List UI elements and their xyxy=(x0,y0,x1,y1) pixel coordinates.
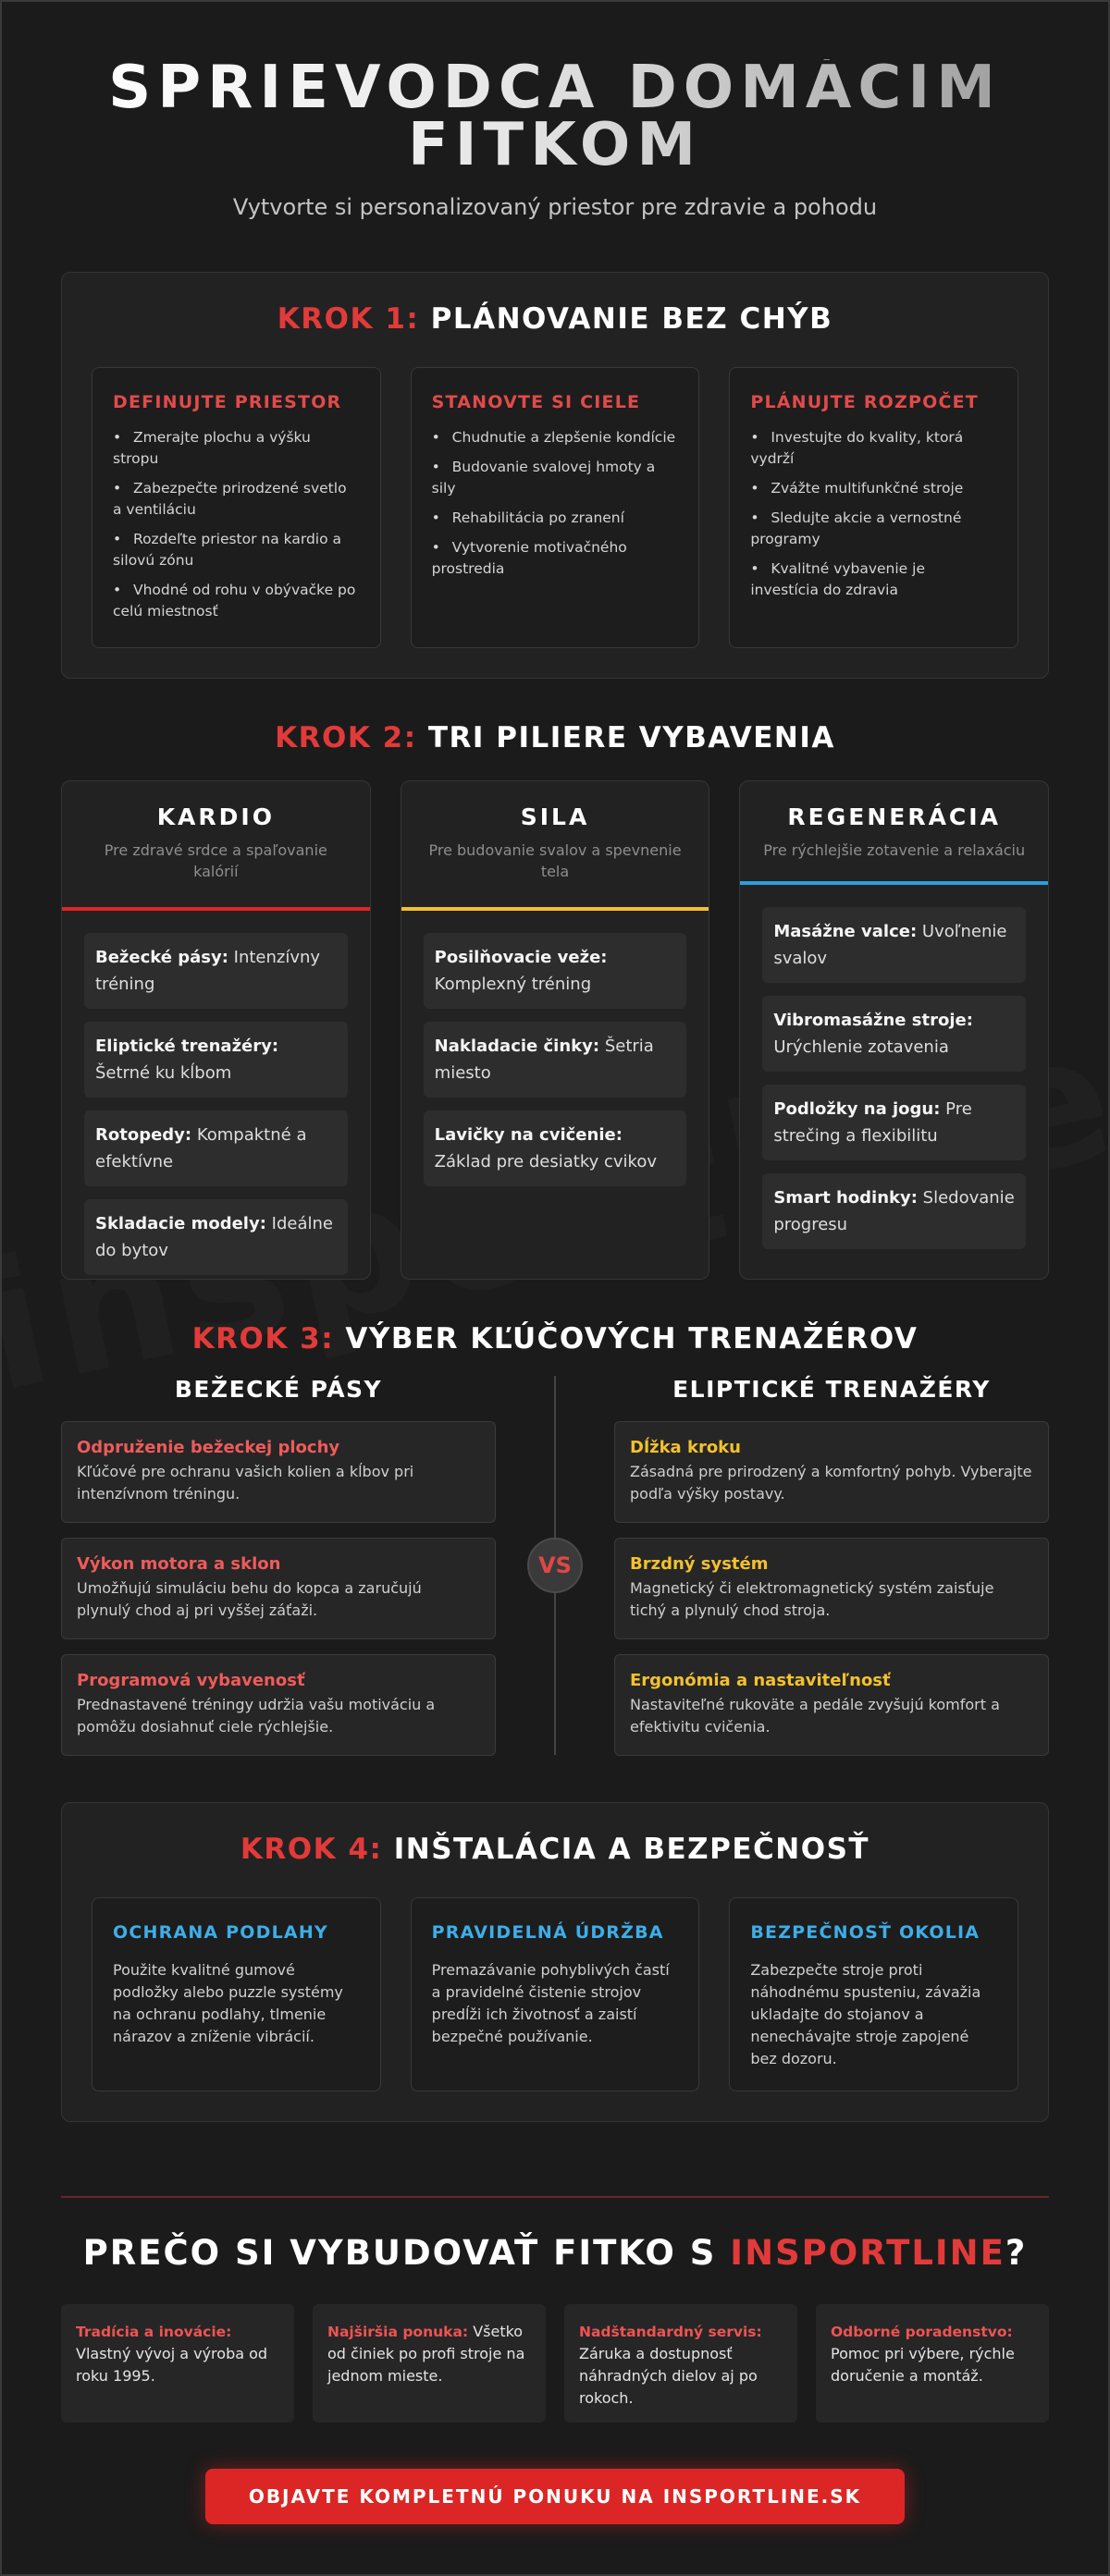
compare-card xyxy=(614,1538,1049,1639)
list-item: Smart hodinky: Sledovanie progresu xyxy=(762,1173,1026,1249)
step2-heading: TRI PILIERE VYBAVENIA xyxy=(427,721,835,754)
cta-wrapper xyxy=(61,2469,1049,2524)
list-item: • Investujte do kvality, ktorá vydrží xyxy=(750,429,964,467)
step3-prefix: KROK 3: xyxy=(191,1322,335,1355)
compare-card xyxy=(61,1421,496,1523)
list-item: Skladacie modely: Ideálne do bytov xyxy=(84,1199,348,1275)
compare-card xyxy=(614,1654,1049,1756)
plan-card-title: STANOVTE SI CIELE xyxy=(431,392,641,412)
safety-card-text: Zabezpečte stroje proti náhodnému spusteniu, závažia ukladajte do stojanov a nenechávajte stroje zapojené bez dozoru. xyxy=(750,1961,981,2067)
safety-card-maintenance xyxy=(411,1897,700,2091)
compare-column-title: ELIPTICKÉ TRENAŽÉRY xyxy=(672,1376,991,1403)
compare-ellipticals xyxy=(614,1376,1049,1771)
page-title: SPRIEVODCA DOMÁCIM FITKOM xyxy=(61,59,1049,174)
safety-card-title: OCHRANA PODLAHY xyxy=(113,1922,328,1943)
step1-section xyxy=(61,272,1049,679)
pillar-title: KARDIO xyxy=(156,803,275,830)
list-item: Lavičky na cvičenie: Základ pre desiatky cvikov xyxy=(424,1110,687,1186)
pillar-subtitle: Pre zdravé srdce a spaľovanie kalórií xyxy=(104,841,327,880)
why-title-text: PREČO SI VYBUDOVAŤ FITKO S xyxy=(82,2233,731,2273)
compare-column-title: BEŽECKÉ PÁSY xyxy=(174,1376,383,1403)
list-item: Rotopedy: Kompaktné a efektívne xyxy=(84,1110,348,1186)
list-item: • Rehabilitácia po zranení xyxy=(431,509,624,526)
pillar-items xyxy=(740,885,1048,1249)
list-item: • Vytvorenie motivačného prostredia xyxy=(431,539,627,577)
step2-prefix: KROK 2: xyxy=(275,721,417,754)
list-item: • Chudnutie a zlepšenie kondície xyxy=(431,429,676,446)
compare-card-text: Magnetický či elektromagnetický systém zaisťuje tichý a plynulý chod stroja. xyxy=(630,1579,994,1619)
safety-card-surroundings xyxy=(729,1897,1018,2091)
plan-card-list xyxy=(432,427,679,580)
vs-badge: VS xyxy=(527,1538,583,1593)
compare-card-title: Odpruženie bežeckej plochy xyxy=(77,1438,340,1457)
step3-title xyxy=(61,1320,1049,1357)
list-item: Bežecké pásy: Intenzívny tréning xyxy=(84,933,348,1009)
compare-card-text: Prednastavené tréningy udržia vašu motiváciu a pomôžu dosiahnuť ciele rýchlejšie. xyxy=(77,1696,436,1736)
pillar-header xyxy=(62,781,370,907)
step4-heading: INŠTALÁCIA A BEZPEČNOSŤ xyxy=(393,1833,870,1866)
step1-title xyxy=(92,301,1018,337)
safety-card-text: Použite kvalitné gumové podložky alebo puzzle systémy na ochranu podlahy, tlmenie nárazov a zníženie vibrácií. xyxy=(113,1961,343,2045)
pillar-sila xyxy=(401,780,710,1280)
compare-card-text: Nastaviteľné rukoväte a pedále zvyšujú komfort a efektivitu cvičenia. xyxy=(630,1696,1000,1736)
step3-heading: VÝBER KĽÚČOVÝCH TRENAŽÉROV xyxy=(345,1322,919,1355)
safety-card-floor xyxy=(92,1897,381,2091)
compare-card xyxy=(614,1421,1049,1523)
plan-card-title: DEFINUJTE PRIESTOR xyxy=(113,392,342,412)
compare-card xyxy=(61,1538,496,1639)
compare-card-title: Brzdný systém xyxy=(630,1554,769,1574)
trainer-comparison xyxy=(61,1376,1049,1771)
plan-card-goals xyxy=(411,367,700,648)
pillar-subtitle: Pre budovanie svalov a spevnenie tela xyxy=(428,841,682,880)
plan-card-title: PLÁNUJTE ROZPOČET xyxy=(750,392,979,412)
list-item: • Budovanie svalovej hmoty a sily xyxy=(431,459,656,497)
plan-card-list xyxy=(750,427,997,601)
list-item: • Kvalitné vybavenie je investícia do zdravia xyxy=(750,560,925,598)
compare-card-title: Dĺžka kroku xyxy=(630,1438,741,1457)
step4-prefix: KROK 4: xyxy=(240,1833,383,1866)
list-item: Podložky na jogu: Pre strečing a flexibilitu xyxy=(762,1085,1026,1160)
step4-section xyxy=(61,1802,1049,2122)
safety-card-title: PRAVIDELNÁ ÚDRŽBA xyxy=(431,1922,664,1943)
pillar-regeneracia xyxy=(739,780,1049,1280)
page-subtitle: Vytvorte si personalizovaný priestor pre zdravie a pohodu xyxy=(232,194,878,220)
list-item: Posilňovacie veže: Komplexný tréning xyxy=(424,933,687,1009)
cta-button[interactable]: OBJAVTE KOMPLETNÚ PONUKU NA INSPORTLINE.SK xyxy=(205,2469,905,2524)
compare-card-title: Výkon motora a sklon xyxy=(77,1554,281,1574)
why-card: Odborné poradenstvo: Pomoc pri výbere, rýchle doručenie a montáž. xyxy=(816,2304,1049,2423)
compare-treadmills xyxy=(61,1376,496,1771)
why-card: Nadštandardný servis: Záruka a dostupnosť náhradných dielov aj po rokoch. xyxy=(564,2304,797,2423)
list-item: Eliptické trenažéry: Šetrné ku kĺbom xyxy=(84,1022,348,1098)
compare-card-title: Programová vybavenosť xyxy=(77,1671,305,1690)
step4-title xyxy=(92,1831,1018,1868)
pillar-items xyxy=(62,911,370,1275)
step2-title xyxy=(61,719,1049,756)
pillars xyxy=(61,780,1049,1280)
list-item: • Zabezpečte prirodzené svetlo a ventiláciu xyxy=(113,480,347,518)
pillar-items xyxy=(401,911,709,1186)
plan-card-budget xyxy=(729,367,1018,648)
content xyxy=(61,2,1049,2524)
list-item: • Zvážte multifunkčné stroje xyxy=(750,480,964,497)
safety-card-text: Premazávanie pohyblivých častí a pravidelné čistenie strojov predĺži ich životnosť a zaistí bezpečné používanie. xyxy=(431,1961,670,2045)
why-cards xyxy=(61,2304,1049,2423)
pillar-title: REGENERÁCIA xyxy=(787,803,1001,830)
list-item: Masážne valce: Uvoľnenie svalov xyxy=(762,907,1026,983)
safety-card-title: BEZPEČNOSŤ OKOLIA xyxy=(750,1922,980,1943)
why-title xyxy=(61,2233,1049,2273)
brand-name: INSPORTLINE xyxy=(730,2233,1005,2273)
step1-prefix: KROK 1: xyxy=(277,302,420,336)
list-item: • Sledujte akcie a vernostné programy xyxy=(750,509,962,547)
list-item: Nakladacie činky: Šetria miesto xyxy=(424,1022,687,1098)
plan-card-list xyxy=(113,427,360,622)
compare-card-text: Umožňujú simuláciu behu do kopca a zaručujú plynulý chod aj pri vyššej záťaži. xyxy=(77,1579,422,1619)
list-item: • Zmerajte plochu a výšku stropu xyxy=(113,429,311,467)
compare-card-title: Ergonómia a nastaviteľnosť xyxy=(630,1671,891,1690)
list-item: Vibromasážne stroje: Urýchlenie zotavenia xyxy=(762,996,1026,1072)
plan-card-space xyxy=(92,367,381,648)
why-title-end: ? xyxy=(1005,2233,1028,2273)
compare-card xyxy=(61,1654,496,1756)
pillar-header xyxy=(401,781,709,907)
pillar-kardio xyxy=(61,780,371,1280)
step1-heading: PLÁNOVANIE BEZ CHÝB xyxy=(430,302,833,336)
compare-card-text: Zásadná pre prirodzený a komfortný pohyb. Vyberajte podľa výšky postavy. xyxy=(630,1463,1032,1503)
pillar-header xyxy=(740,781,1048,881)
step4-cards xyxy=(92,1897,1018,2091)
why-card: Tradícia a inovácie: Vlastný vývoj a výroba od roku 1995. xyxy=(61,2304,294,2423)
step1-cards xyxy=(92,367,1018,648)
compare-card-text: Kľúčové pre ochranu vašich kolien a kĺbov pri intenzívnom tréningu. xyxy=(77,1463,414,1503)
pillar-subtitle: Pre rýchlejšie zotavenie a relaxáciu xyxy=(763,841,1026,859)
pillar-title: SILA xyxy=(520,803,590,830)
list-item: • Vhodné od rohu v obývačke po celú miestnosť xyxy=(113,582,356,619)
list-item: • Rozdeľte priestor na kardio a silovú zónu xyxy=(113,531,342,569)
section-divider xyxy=(61,2196,1049,2198)
why-card: Najširšia ponuka: Všetko od činiek po profi stroje na jednom mieste. xyxy=(313,2304,546,2423)
